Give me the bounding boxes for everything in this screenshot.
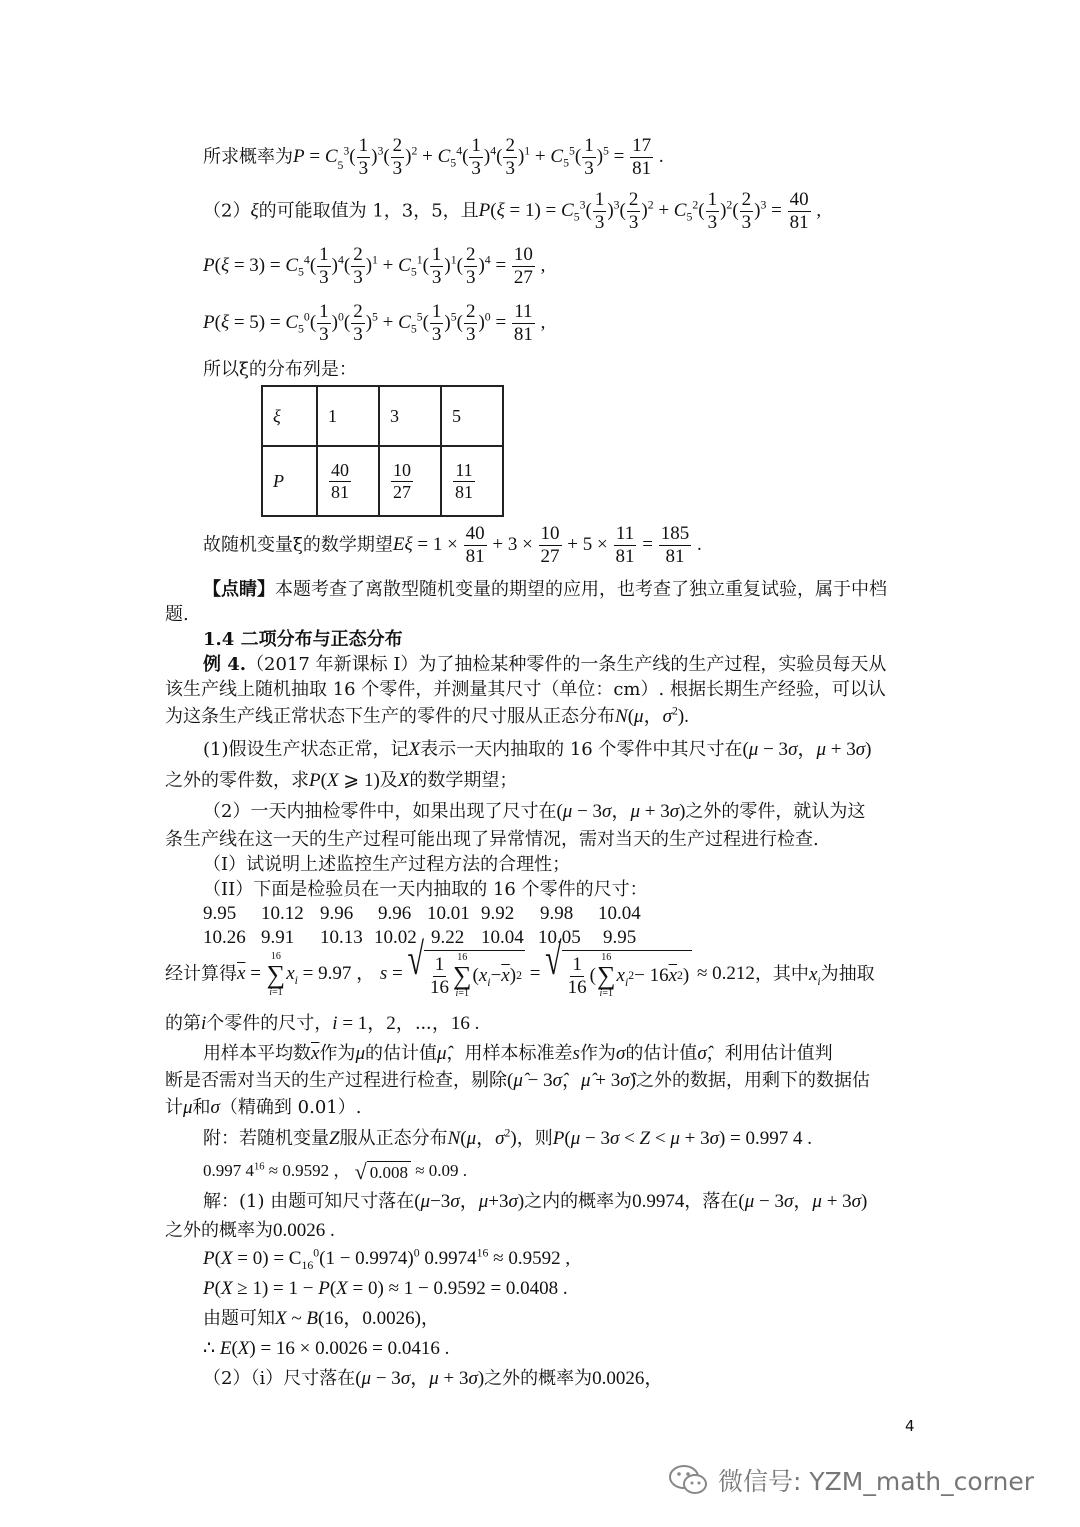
example-line: 例 4.（2017 年新课标 I）为了抽检某种零件的一条生产线的生产过程，实验员每天从: [203, 654, 887, 675]
solution-line-2: 之外的概率为0.0026 .: [165, 1220, 335, 1241]
table-cell: P: [262, 446, 317, 516]
xi-values-line: （2）ξ的可能取值为 1，3，5，且$P(\xi = 1) = C_5^3$( $\frac{1}{3}$ )$^3$( $\frac{2}{3}$ )$^2 + C_5^2$( $\frac{1}{3}$ )$^2$( $\frac{2}{3}$ )$^3$ = $\frac{40}{81}$ ,: [203, 189, 822, 233]
estimate-line-3: 计μ和σ（精确到 0.01）.: [165, 1097, 362, 1118]
p-x-zero-line: $P(X = 0) = C_{16}^0(1 - 0.9974)^0$ $0.9974^{16} \approx 0.9592$ ,: [203, 1246, 571, 1272]
comment-line-2: 题.: [165, 604, 189, 625]
watermark: [668, 1462, 1034, 1498]
distribution-table: [261, 385, 504, 517]
document-page: 所求概率为$P = C_5^3$( $\frac{1}{3}$ )$^3$( $\frac{2}{3}$ )$^2 + C_5^4$( $\frac{1}{3}$ )$^4$( $\frac{2}{3}$ )$^1 + C_5^5$( $\frac{1}{3}$ )$^5$ = $\frac{17}{81}$ . （2）ξ的可能取值为 1，3，5，且$P(\xi = 1) = C_5^3$( $\frac{1}{3}$ )$^3$( $\frac{2}{3}$ )$^2 + C_5^2$( $\frac{1}{3}$ )$^2$( $\frac{2}{3}$ )$^3$ = $\frac{40}{81}$ , $P(\xi = 3) = C_5^4$( $\frac{1}{3}$ )$^4$( $\frac{2}{3}$ )$^1 + C_5^1$( $\frac{1}{3}$ )$^1$( $\frac{2}{3}$ )$^4$ = $\frac{10}{27}$ , $P(\xi = 5) = C_5^0$( $\frac{1}{3}$ )$^0$( $\frac{2}{3}$ )$^5 + C_5^5$( $\frac{1}{3}$ )$^5$( $\frac{2}{3}$ )$^0$ = $\frac{11}{81}$ , 所以ξ的分布列是： ξ 1 3 5 P $\frac{40}{81}$ $\frac{10}{27}$ $\frac{11}{81}$ 故随机变量ξ的数学期望Eξ = 1 × $\frac{40}{81}$ + 3 × $\frac{10}{27}$ + 5 × $\frac{11}{81}$ = $\frac{185}{81}$ . 【点睛】本题考查了离散型随机变量的期望的应用，也考查了独立重复试验，属于中档 题. 1.4 二项分布与正态分布 例 4.（2017 年新课标 I）为了抽检某种零件的一条生产线的生产过程，实验员每天从 该生产线上随机抽取 16 个零件，并测量其尺寸（单位：cm）. 根据长期生产经验，可以认 为这条生产线正常状态下生产的零件的尺寸服从正态分布N(μ，$\sigma^2$). (1)假设生产状态正常，记X表示一天内抽取的 16 个零件中其尺寸在(μ − 3σ，μ + 3σ) 之外的零件数，求P(X ⩾ 1)及X的数学期望； （2）一天内抽检零件中，如果出现了尺寸在(μ − 3σ，μ + 3σ)之外的零件，就认为这 条生产线在这一天的生产过程可能出现了异常情况，需对当天的生产过程进行检查. （I）试说明上述监控生产过程方法的合理性； （II）下面是检验员在一天内抽取的 16 个零件的尺寸： 9.95 10.12 9.96 9.96 10.01 9.92 9.98 10.04 10.26 9.91 10.13 10.02 9.22 10.04 10.05 9.95 经计算得$\overline{x}$ = 16 ∑ i=1 $x_i = 9.97$ ， s = √ $\frac{1}{16}$ 16 ∑ i=1 ( $x_i$ − $\overline{x}$ ) 2 = √ $\frac{1}{16}$ ( 16 ∑ i=1 $x_i$ 2 − 16 $\overline{x}$ 2 ) ≈ 0.212，其中$x_i$为抽取 的第i个零件的尺寸，i = 1，2，⋯，16 . 用样本平均数$\overline{x}$作为μ的估计值μ̂，用样本标准差s作为σ的估计值σ̂，利用估计值判 断是否需对当天的生产过程进行检查，剔除(μ̂ − 3σ̂，μ̂ + 3σ̂)之外的数据，用剩下的数据估 计μ和σ（精确到 0.01）. 附：若随机变量Z服从正态分布N(μ，$\sigma^2$)，则P(μ − 3σ < Z < μ + 3σ) = 0.997 4 . 0.997 $4^{16} \approx 0.9592$ ， √ 0.008 ≈ 0.09 . 解：(1) 由题可知尺寸落在(μ−3σ，μ+3σ)之内的概率为0.9974，落在(μ − 3σ，μ + 3σ) 之外的概率为0.0026 . $P(X = 0) = C_{16}^0(1 - 0.9974)^0$ $0.9974^{16} \approx 0.9592$ , P(X ≥ 1) = 1 − P(X = 0) ≈ 1 − 0.9592 = 0.0408 . 由题可知X ~ B(16，0.0026)， ∴ E(X) = 16 × 0.0026 = 0.0416 . （2）（i）尺寸落在(μ − 3σ，μ + 3σ)之外的概率为0.0026， 4 微信号: YZM_math_corner: [165, 135, 1035, 1496]
binomial-line: 由题可知X ~ B(16，0.0026)，: [203, 1308, 440, 1329]
table-cell: $\frac{11}{81}$: [441, 446, 503, 516]
question-2-ii: （II）下面是检验员在一天内抽取的 16 个零件的尺寸：: [203, 879, 648, 900]
expectation-x-line: ∴ E(X) = 16 × 0.0026 = 0.0416 .: [203, 1338, 450, 1359]
example-line-2: 该生产线上随机抽取 16 个零件，并测量其尺寸（单位：cm）. 根据长期生产经验，可以认: [165, 679, 886, 700]
table-row: [262, 386, 503, 446]
appendix-line: 附：若随机变量Z服从正态分布N(μ，$\sigma^2$)，则P(μ − 3σ < Z < μ + 3σ) = 0.997 4 .: [203, 1126, 813, 1149]
estimate-line: 用样本平均数$\overline{x}$作为μ的估计值μ̂，用样本标准差s作为σ的估计值σ̂，利用估计值判: [203, 1043, 833, 1064]
question-2-i: （I）试说明上述监控生产过程方法的合理性；: [203, 854, 571, 875]
question-2-line: （2）一天内抽检零件中，如果出现了尺寸在(μ − 3σ，μ + 3σ)之外的零件，就认为这: [203, 801, 866, 822]
section-title: 1.4 二项分布与正态分布: [203, 629, 403, 650]
comment-line: 【点睛】本题考查了离散型随机变量的期望的应用，也考查了独立重复试验，属于中档: [203, 579, 887, 600]
p-x-ge1-line: P(X ≥ 1) = 1 − P(X = 0) ≈ 1 − 0.9592 = 0.0408 .: [203, 1278, 568, 1299]
table-cell: 1: [317, 386, 379, 446]
question-1-line: (1)假设生产状态正常，记X表示一天内抽取的 16 个零件中其尺寸在(μ − 3σ，μ + 3σ): [203, 739, 872, 760]
p-xi-5-line: $P(\xi = 5) = C_5^0$( $\frac{1}{3}$ )$^0$( $\frac{2}{3}$ )$^5 + C_5^5$( $\frac{1}{3}$ )$^5$( $\frac{2}{3}$ )$^0$ = $\frac{11}{81}$ ,: [203, 301, 546, 345]
solution-2-line: （2）（i）尺寸落在(μ − 3σ，μ + 3σ)之外的概率为0.0026，: [203, 1368, 664, 1389]
table-cell: $\frac{10}{27}$: [379, 446, 441, 516]
appendix-line-2: 0.997 $4^{16} \approx 0.9592$ ， √ 0.008 ≈ 0.09 .: [203, 1158, 468, 1184]
watermark-text: 微信号: YZM_math_corner: [718, 1467, 1035, 1496]
distribution-intro: 所以ξ的分布列是：: [203, 359, 357, 380]
table-cell: 5: [441, 386, 503, 446]
question-1-line-2: 之外的零件数，求P(X ⩾ 1)及X的数学期望；: [165, 770, 518, 791]
wechat-icon: [668, 1463, 710, 1497]
table-cell: 3: [379, 386, 441, 446]
table-cell: $\frac{40}{81}$: [317, 446, 379, 516]
p-xi-3-line: $P(\xi = 3) = C_5^4$( $\frac{1}{3}$ )$^4$( $\frac{2}{3}$ )$^1 + C_5^1$( $\frac{1}{3}$ )$^1$( $\frac{2}{3}$ )$^4$ = $\frac{10}{27}$ ,: [203, 244, 546, 288]
expectation-line: 故随机变量ξ的数学期望Eξ = 1 × $\frac{40}{81}$ + 3 × $\frac{10}{27}$ + 5 × $\frac{11}{81}$ = $\frac{185}{81}$ .: [203, 523, 702, 567]
estimate-line-2: 断是否需对当天的生产过程进行检查，剔除(μ̂ − 3σ̂，μ̂ + 3σ̂)之外的数据，用剩下的数据估: [165, 1070, 870, 1091]
table-row: [262, 446, 503, 516]
page-number: 4: [905, 1417, 915, 1435]
example-line-3: 为这条生产线正常状态下生产的零件的尺寸服从正态分布N(μ，$\sigma^2$).: [165, 704, 689, 727]
calc-line-2: 的第i个零件的尺寸，i = 1，2，⋯，16 .: [165, 1013, 480, 1034]
probability-line: 所求概率为$P = C_5^3$( $\frac{1}{3}$ )$^3$( $\frac{2}{3}$ )$^2 + C_5^4$( $\frac{1}{3}$ )$^4$( $\frac{2}{3}$ )$^1 + C_5^5$( $\frac{1}{3}$ )$^5$ = $\frac{17}{81}$ .: [203, 135, 664, 179]
table-cell: ξ: [262, 386, 317, 446]
question-2-line-2: 条生产线在这一天的生产过程可能出现了异常情况，需对当天的生产过程进行检查.: [165, 829, 819, 850]
calc-line: 经计算得$\overline{x}$ = 16 ∑ i=1 $x_i = 9.97$ ， s = √ $\frac{1}{16}$ 16 ∑ i=1 ( $x_i$ − $\overline{x}$ ) 2 = √ $\frac{1}{16}$ ( 16 ∑ i=1 $x_i$ 2 − 16 $\overline{x}$ 2 ) ≈ 0.212，其中$x_i$为抽取: [165, 934, 875, 999]
solution-line: 解：(1) 由题可知尺寸落在(μ−3σ，μ+3σ)之内的概率为0.9974，落在(μ − 3σ，μ + 3σ): [203, 1191, 868, 1212]
